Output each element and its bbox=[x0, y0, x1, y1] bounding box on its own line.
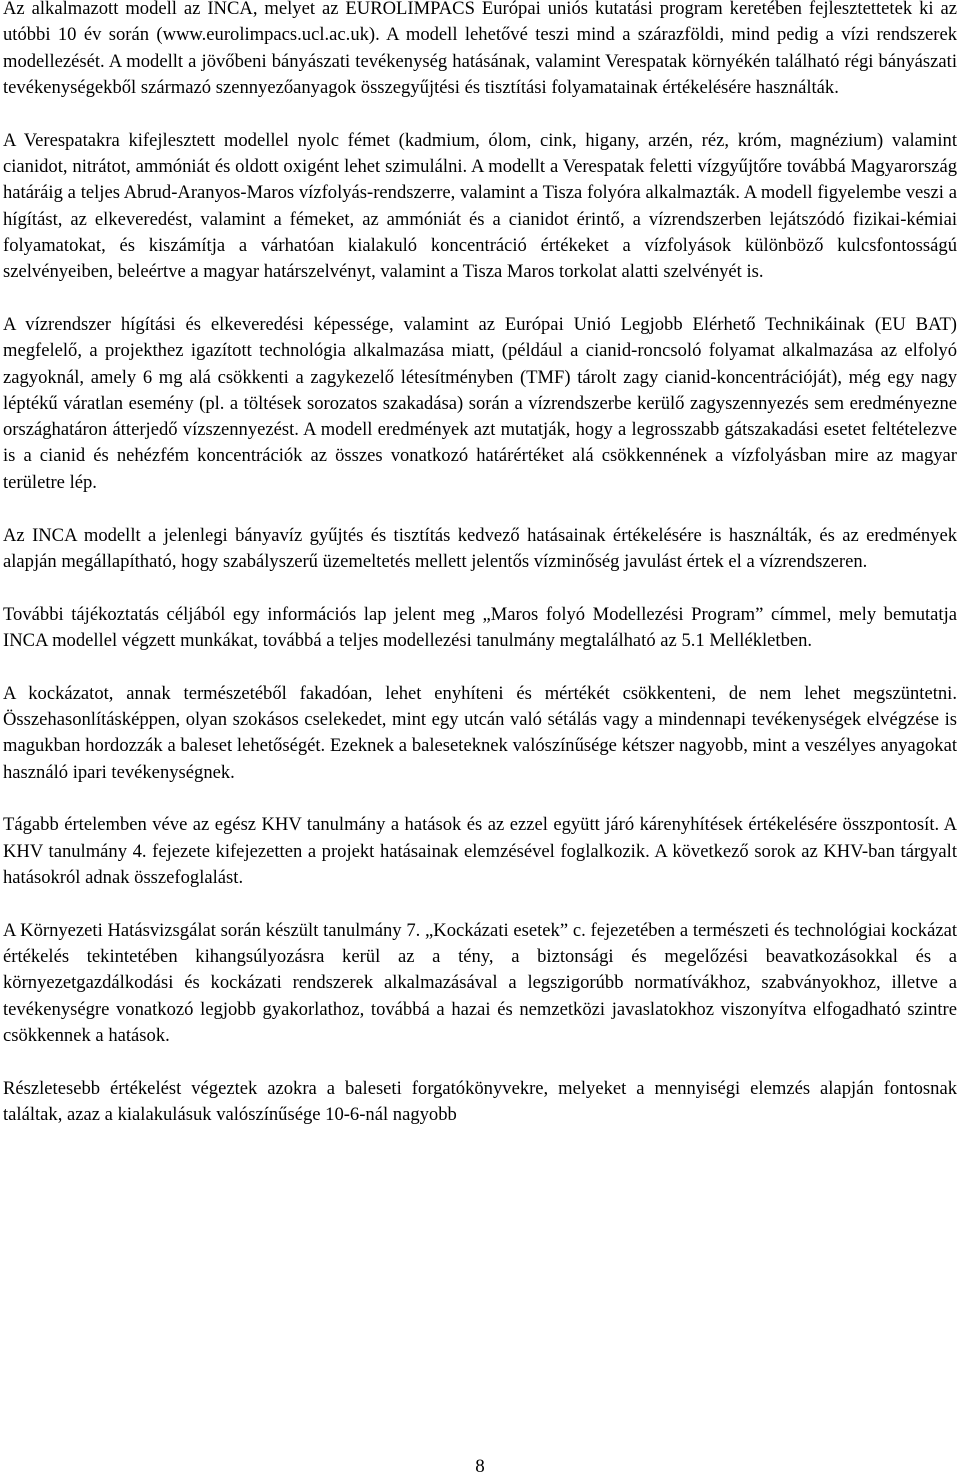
paragraph-dilution-capacity: A vízrendszer hígítási és elkeveredési képessége, valamint az Európai Unió Legjobb Elérhető Technikáinak (EU BAT) megfelelő, a projekthez igazított technológia alkalmazása miatt, (például a cianid-roncsoló folyamat alkalmazása az elfolyó zagyoknál, amely 6 mg alá csökkenti a zagykezelő létesítményben (TMF) tárolt zagy cianid-koncentrációját), még egy nagy léptékű váratlan esemény (pl. a töltések sorozatos szakadása) során a vízrendszerbe kerülő zagyszennyezés sem eredményezne országhatáron átterjedő vízszennyezést. A modell eredmények azt mutatják, hogy a legrosszabb gátszakadási esetet feltételezve is a cianid és nehézfém koncentrációk az összes vonatkozó határértéket alá csökkennének a vízfolyásban mire az magyar területre lép. bbox=[3, 313, 957, 493]
document-page bbox=[3, 0, 957, 1128]
paragraph-risk-cases-chapter: A Környezeti Hatásvizsgálat során készült tanulmány 7. „Kockázati esetek” c. fejezetében a természeti és technológiai kockázat értékelés tekintetében kihangsúlyozásra kerül az a tény, a biztonsági és megelőzési beavatkozásokkal és a környezetgazdálkodási és kockázati rendszerek alkalmazásával a legszigorúbb normatívákhoz, szabványokhoz, illetve a tevékenységre vonatkozó legjobb gyakorlathoz, továbbá a hazai és nemzetközi javaslatokhoz viszonyítva elfogadható szintre csökkennek a hatások. bbox=[3, 919, 957, 1046]
page-number: 8 bbox=[475, 1456, 485, 1477]
paragraph-risk-mitigation: A kockázatot, annak természetéből fakadóan, lehet enyhíteni és mértékét csökkenteni, de nem lehet megszüntetni. Összehasonlításképpen, olyan szokásos cselekedet, mint egy utcán való sétálás vagy a mindennapi tevékenységek elvégzése is magukban hordozzák a baleset lehetőségét. Ezeknek a baleseteknek valószínűsége kétszer nagyobb, mint a veszélyes anyagokat használó ipari tevékenységnek. bbox=[3, 682, 957, 783]
paragraph-inca-model-intro bbox=[3, 0, 957, 101]
paragraph-1-text-start: Az alkalmazott modell az INCA, melyet az EUROLIMPACS Európai uniós kutatási program keretében fejlesztettetek ki az utóbbi 10 év során ( bbox=[3, 0, 957, 46]
paragraph-verespatak-model: A Verespatakra kifejlesztett modellel nyolc fémet (kadmium, ólom, cink, higany, arzén, réz, króm, magnézium) valamint cianidot, nitrátot, ammóniát és oldott oxigént lehet szimulálni. A modellt a Verespatak feletti vízgyűjtőre továbbá Magyarország határáig a teljes Abrud-Aranyos-Maros vízfolyás-rendszerre, valamint a Tisza folyóra alkalmazták. A modell figyelembe veszi a hígítást, az elkeveredést, valamint a fémeket, az ammóniát és a cianidot érintő, a vízrendszerben lejátszódó fizikai-kémiai folyamatokat, és kiszámítja a várhatóan kialakuló koncentráció értékeket a vízfolyások különböző kulcsfontosságú szelvényeiben, beleértve a magyar határszelvényt, valamint a Tisza Maros torkolat alatti szelvényét is. bbox=[3, 129, 957, 283]
eurolimpacs-link[interactable]: www.eurolimpacs.ucl.ac.uk bbox=[162, 24, 369, 46]
paragraph-accident-scenarios: Részletesebb értékelést végeztek azokra a baleseti forgatókönyvekre, melyeket a mennyiségi elemzés alapján fontosnak találtak, azaz a kialakulásuk valószínűsége 10-6-nál nagyobb bbox=[3, 1077, 957, 1126]
paragraph-information-sheet: További tájékoztatás céljából egy információs lap jelent meg „Maros folyó Modellezési Program” címmel, mely bemutatja INCA modellel végzett munkákat, továbbá a teljes modellezési tanulmány megtalálható az 5.1 Mellékletben. bbox=[3, 603, 957, 651]
paragraph-mine-water-treatment: Az INCA modellt a jelenlegi bányavíz gyűjtés és tisztítás kedvező hatásainak értékelésére is használták, és az eredmények alapján megállapítható, hogy szabályszerű üzemeltetés mellett jelentős vízminőség javulást értek el a vízrendszeren. bbox=[3, 524, 957, 572]
paragraph-1-text-end: ). A modell lehetővé teszi mind a szárazföldi, mind pedig a vízi rendszerek modellezését. A modellt a jövőbeni bányászati tevékenység hatásának, valamint Verespatak környékén található régi bányászati tevékenységekből származó szennyezőanyagok összegyűjtési és tisztítási folyamatainak értékelésére használták. bbox=[3, 24, 957, 98]
paragraph-khv-study-overview: Tágabb értelemben véve az egész KHV tanulmány a hatások és az ezzel együtt járó kárenyhítések értékelésére összpontosít. A KHV tanulmány 4. fejezete kifejezetten a projekt hatásainak elemzésével foglalkozik. A következő sorok az KHV-ban tárgyalt hatásokról adnak összefoglalást. bbox=[3, 814, 957, 889]
